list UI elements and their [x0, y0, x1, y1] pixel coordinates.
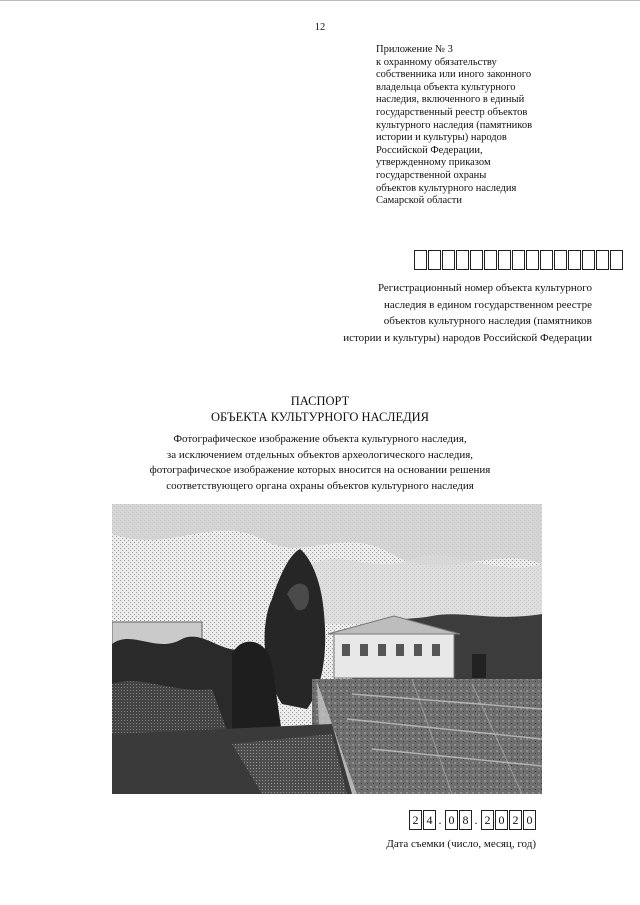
photo-description-line: соответствующего органа охраны объектов культурного наследия — [166, 479, 474, 492]
appendix-line: объектов культурного наследия — [376, 182, 517, 194]
registration-digit-box — [484, 250, 497, 270]
registration-number-boxes — [414, 250, 624, 272]
registration-digit-box — [512, 250, 525, 270]
registration-digit-box — [610, 250, 623, 270]
date-month-digit: 8 — [459, 810, 472, 830]
appendix-line: Самарской области — [376, 195, 462, 207]
appendix-line: утвержденному приказом — [376, 157, 491, 169]
registration-digit-box — [568, 250, 581, 270]
registration-caption-line: Регистрационный номер объекта культурного — [377, 282, 592, 294]
appendix-line: государственной охраны — [376, 169, 487, 181]
photo-description-line: фотографическое изображение которых вносится на основании решения — [149, 464, 491, 476]
appendix-line: к охранному обязательству — [376, 56, 497, 68]
document-subtitle-heading: ОБЪЕКТА КУЛЬТУРНОГО НАСЛЕДИЯ — [211, 410, 429, 424]
registration-digit-box — [442, 250, 455, 270]
registration-digit-box — [428, 250, 441, 270]
photo-description — [0, 432, 640, 494]
date-separator: . — [474, 812, 478, 827]
registration-digit-box — [498, 250, 511, 270]
date-day-digit: 2 — [409, 810, 422, 830]
registration-caption-line: наследия в едином государственном реестре — [384, 298, 592, 311]
appendix-line: собственника или иного законного — [376, 69, 532, 81]
registration-digit-box — [456, 250, 469, 270]
appendix-line: культурного наследия (памятников — [376, 119, 533, 131]
photo-description-line: за исключением отдельных объектов археологического наследия, — [166, 448, 474, 461]
appendix-line: истории и культуры) народов — [376, 132, 507, 144]
appendix-line: наследия, включенного в единый — [376, 94, 525, 106]
registration-digit-box — [554, 250, 567, 270]
appendix-line: владельца объекта культурного — [376, 81, 516, 93]
date-day-digit: 4 — [423, 810, 436, 830]
date-year-digit: 2 — [509, 810, 522, 830]
appendix-line: государственный реестр объектов — [376, 106, 528, 118]
registration-digit-box — [470, 250, 483, 270]
date-year-digit: 0 — [495, 810, 508, 830]
date-caption: Дата съемки (число, месяц, год) — [386, 838, 536, 850]
registration-digit-box — [596, 250, 609, 270]
appendix-line: Российской Федерации, — [376, 144, 483, 156]
registration-digit-box — [526, 250, 539, 270]
registration-caption — [343, 280, 592, 346]
date-year-digit: 0 — [523, 810, 536, 830]
document-title: ПАСПОРТ — [290, 394, 350, 408]
page-number: 12 — [314, 22, 326, 33]
date-month-digit: 0 — [445, 810, 458, 830]
top-border-line — [0, 0, 640, 4]
date-separator: . — [438, 812, 442, 827]
heritage-object-photo — [112, 504, 542, 794]
photo-description-line: Фотографическое изображение объекта культурного наследия, — [173, 433, 467, 445]
survey-date — [408, 810, 536, 830]
appendix-line: Приложение № 3 — [376, 44, 453, 55]
registration-caption-line: истории и культуры) народов Российской Федерации — [343, 331, 592, 344]
appendix-block — [376, 44, 596, 208]
registration-digit-box — [414, 250, 427, 270]
registration-digit-box — [540, 250, 553, 270]
registration-caption-line: объектов культурного наследия (памятников — [383, 315, 592, 327]
date-year-digit: 2 — [481, 810, 494, 830]
registration-digit-box — [582, 250, 595, 270]
